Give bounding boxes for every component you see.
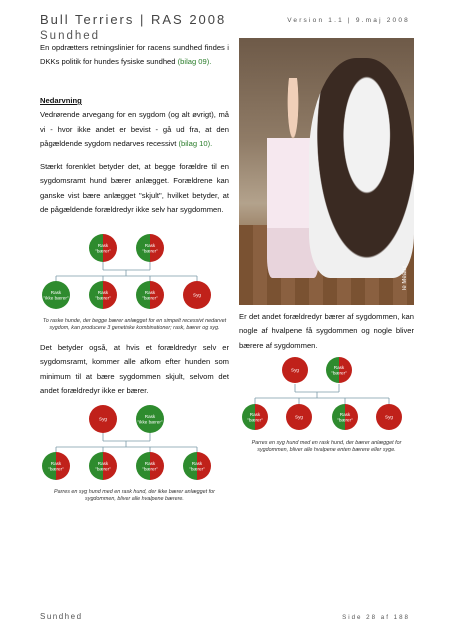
pedigree-node-label: Syg: [385, 414, 393, 420]
pedigree-node-label: Rask: [97, 460, 109, 466]
pedigree-node-carrier: [326, 357, 352, 383]
pedigree-node-sick: [376, 404, 402, 430]
pedigree-node-carrier: [242, 404, 268, 430]
pedigree-node-label: Rask: [50, 460, 62, 466]
pedigree-node-carrier: [136, 452, 164, 480]
pedigree-node-label: Rask: [144, 460, 156, 466]
photo-girl-with-bull-terrier: [239, 38, 414, 305]
inheritance-reference-link[interactable]: (bilag 10).: [178, 139, 213, 149]
intro-reference-link[interactable]: (bilag 09).: [177, 57, 212, 67]
pedigree-node-label: "ikke bærer": [43, 295, 69, 301]
inheritance-diagram-carriers: [40, 232, 230, 314]
pedigree-node-label: Syg: [291, 367, 299, 373]
sick-parent-paragraph: Det betyder også, at hvis et forældredyr selv er sygdomsramt, kommer alle afkom efter hunden som minimum til at bære sygdommen skjult, selvom det andet forældredyr ikke er bærer.: [40, 343, 229, 396]
inheritance-heading: Nedarvning: [40, 96, 82, 105]
diagram-nodes: [42, 405, 211, 480]
photo-credit: le Meaux: [402, 265, 408, 291]
pedigree-node-clear: [42, 281, 70, 309]
pedigree-node-label: "bærer": [95, 295, 111, 301]
pedigree-node-label: "bærer": [337, 417, 353, 423]
pedigree-node-label: Rask: [97, 242, 109, 248]
diagram-nodes: [242, 357, 402, 430]
diagram-caption-carriers: To raske hunde, der begge bærer anlægget for en simpelt recessivt nedarvet sygdom, kan producere 3 genetiske kombinationer; rask, bærer og syg.: [42, 318, 227, 332]
footer-section: Sundhed: [40, 612, 83, 621]
intro-paragraph: [40, 41, 229, 70]
pedigree-node-label: "ikke bærer": [137, 419, 163, 425]
inheritance-text: Vedrørende arvegang for en sygdom (og alt øvrigt), må vi - hvor ikke andet er bevist - gå ud fra, at den pågældende sygdom nedarves recessivt: [40, 110, 229, 149]
pedigree-node-label: "bærer": [247, 417, 263, 423]
pedigree-node-label: "bærer": [48, 466, 64, 472]
inheritance-diagram-sick-noncarrier: [40, 403, 230, 485]
pedigree-node-sick: [183, 281, 211, 309]
pedigree-node-sick: [282, 357, 308, 383]
pedigree-node-carrier: [89, 452, 117, 480]
diagram-caption-sick-noncarrier: Parres en syg hund med en rask hund, der ikke bærer anlægget for sygdommen, bliver alle hvalpene bærere.: [54, 489, 215, 503]
footer-page-number: Side 28 af 188: [342, 614, 410, 621]
pedigree-node-label: Rask: [339, 411, 351, 417]
pedigree-node-sick: [286, 404, 312, 430]
pedigree-node-label: Rask: [144, 413, 156, 419]
diagram-caption-sick-carrier: Parres en syg hund med en rask hund, der bærer anlægget for sygdommen, bliver alle hvalpene enten bærere eller syge.: [251, 440, 402, 454]
pedigree-node-label: Syg: [295, 414, 303, 420]
pedigree-node-clear: [136, 405, 164, 433]
pedigree-node-label: "bærer": [189, 466, 205, 472]
pedigree-node-label: Rask: [50, 289, 62, 295]
pedigree-node-label: "bærer": [95, 248, 111, 254]
pedigree-node-label: Rask: [144, 289, 156, 295]
pedigree-node-label: Rask: [249, 411, 261, 417]
diagram-lines: [56, 433, 197, 453]
pedigree-node-label: "bærer": [142, 248, 158, 254]
pedigree-node-label: Rask: [191, 460, 203, 466]
document-title: Bull Terriers | RAS 2008: [40, 12, 227, 27]
pedigree-node-label: Rask: [144, 242, 156, 248]
intro-text: En opdrætters retningslinier for racens sundhed findes i DKKs politik for hundes fysiske sundhed: [40, 43, 229, 67]
pedigree-node-carrier: [183, 452, 211, 480]
diagram-nodes: [42, 234, 211, 309]
pedigree-node-carrier: [89, 234, 117, 262]
inheritance-diagram-sick-carrier: [239, 356, 414, 438]
pedigree-node-carrier: [89, 281, 117, 309]
photo-dog: [309, 58, 414, 278]
version-label: Version 1.1 | 9.maj 2008: [287, 17, 410, 24]
carrier-parent-paragraph: Er det andet forældredyr bærer af sygdommen, kan nogle af hvalpene få sygdommen og nogle bliver bærere af sygdommen.: [239, 312, 414, 350]
pedigree-node-label: "bærer": [95, 466, 111, 472]
pedigree-node-label: Syg: [193, 292, 201, 298]
pedigree-node-label: Syg: [99, 416, 107, 422]
diagram-lines: [255, 384, 389, 404]
pedigree-node-sick: [89, 405, 117, 433]
diagram-lines: [56, 262, 197, 282]
pedigree-node-label: "bærer": [142, 466, 158, 472]
section-subtitle: Sundhed: [40, 30, 101, 42]
inheritance-section: [40, 94, 229, 152]
simplified-paragraph: Stærkt forenklet betyder det, at begge forældre til en sygdomsramt hund bærer anlægget. Forældrene kan ganske vist bære anlægget "skjult", hvilket betyder, at de pågældende forældredyr ikke selv har sygdommen.: [40, 162, 229, 215]
pedigree-node-label: "bærer": [331, 370, 347, 376]
pedigree-node-label: Rask: [333, 364, 345, 370]
pedigree-node-carrier: [136, 281, 164, 309]
pedigree-node-carrier: [332, 404, 358, 430]
pedigree-node-carrier: [42, 452, 70, 480]
pedigree-node-carrier: [136, 234, 164, 262]
pedigree-node-label: Rask: [97, 289, 109, 295]
pedigree-node-label: "bærer": [142, 295, 158, 301]
